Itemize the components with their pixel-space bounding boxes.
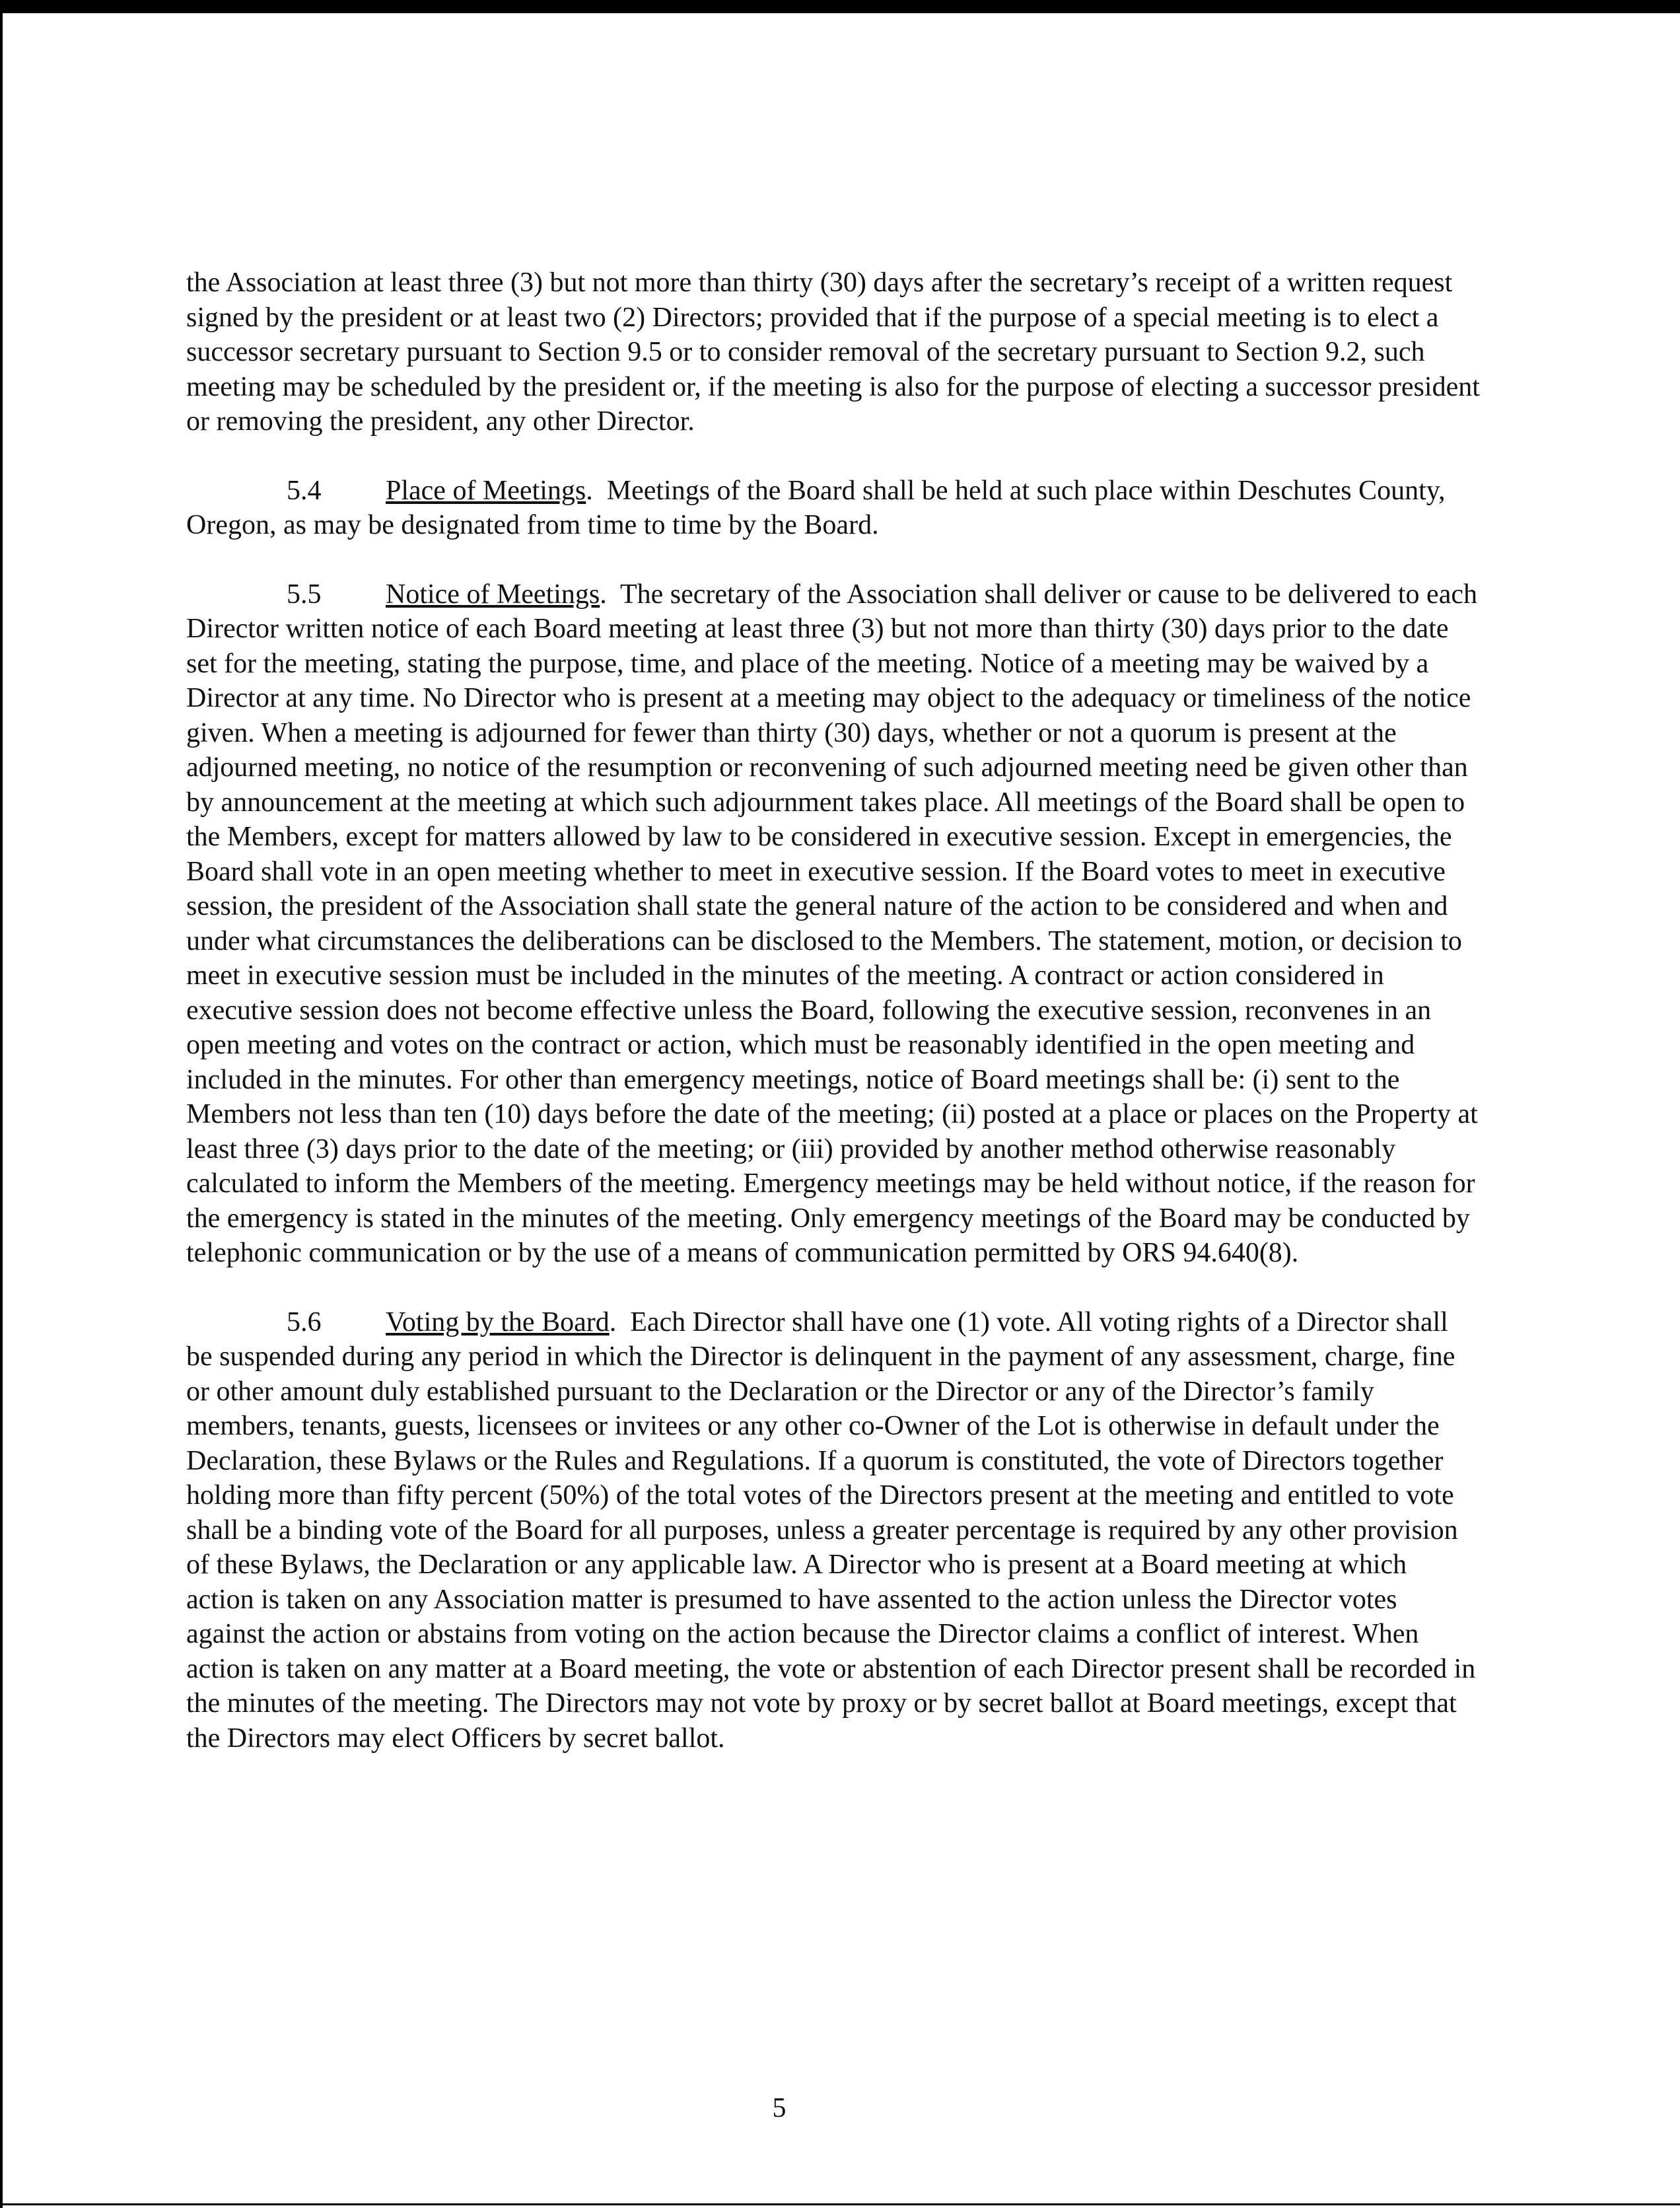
scan-bottom-border [0,2203,1680,2205]
section-heading: Place of Meetings [386,475,586,506]
intro-paragraph: the Association at least three (3) but not more than thirty (30) days after the secretary’s receipt of a written request signed by the president or at least two (2) Directors; provided that if the purpose of a special meeting is to elect a successor secretary pursuant to Section 9.5 or to consider removal of the secretary pursuant to Section 9.2, such meeting may be scheduled by the president or, if the meeting is also for the purpose of electing a successor president or removing the president, any other Director. [186,267,1480,437]
section-body: Meetings of the Board shall be held at such place within Deschutes County, Oregon, as may be designated from time to time by the Board. [186,475,1446,540]
section-5-4: 5.4 Place of Meetings. Meetings of the Board shall be held at such place within Deschutes County, Oregon, as may be designated from time to time by the Board. [186,474,1481,543]
section-number: 5.5 [287,579,322,610]
document-body [186,266,1481,1790]
section-number: 5.6 [287,1306,322,1337]
section-5-6: 5.6 Voting by the Board. Each Director shall have one (1) vote. All voting rights of a Director shall be suspended during any period in which the Director is delinquent in the payment of any assessment, charge, fine or other amount duly established pursuant to the Declaration or the Director or any of the Director’s family members, tenants, guests, licensees or invitees or any other co-Owner of the Lot is otherwise in default under the Declaration, these Bylaws or the Rules and Regulations. If a quorum is constituted, the vote of Directors together holding more than fifty percent (50%) of the total votes of the Directors present at the meeting and entitled to vote shall be a binding vote of the Board for all purposes, unless a greater percentage is required by any other provision of these Bylaws, the Declaration or any applicable law. A Director who is present at a Board meeting at which action is taken on any Association matter is presumed to have assented to the action unless the Director votes against the action or abstains from voting on the action because the Director claims a conflict of interest. When action is taken on any matter at a Board meeting, the vote or abstention of each Director present shall be recorded in the minutes of the meeting. The Directors may not vote by proxy or by secret ballot at Board meetings, except that the Directors may elect Officers by secret ballot. [186,1305,1481,1756]
page-number: 5 [772,2093,787,2123]
section-heading: Notice of Meetings [386,579,600,610]
section-number: 5.4 [287,475,322,506]
scan-left-border [0,13,3,2208]
section-body: Each Director shall have one (1) vote. All voting rights of a Director shall be suspended during any period in which the Director is delinquent in the payment of any assessment, charge, fine or other amount duly established pursuant to the Declaration or the Director or any of the Director’s family members, tenants, guests, licensees or invitees or any other co-Owner of the Lot is otherwise in default under the Declaration, these Bylaws or the Rules and Regulations. If a quorum is constituted, the vote of Directors together holding more than fifty percent (50%) of the total votes of the Directors present at the meeting and entitled to vote shall be a binding vote of the Board for all purposes, unless a greater percentage is required by any other provision of these Bylaws, the Declaration or any applicable law. A Director who is present at a Board meeting at which action is taken on any Association matter is presumed to have assented to the action unless the Director votes against the action or abstains from voting on the action because the Director claims a conflict of interest. When action is taken on any matter at a Board meeting, the vote or abstention of each Director present shall be recorded in the minutes of the meeting. The Directors may not vote by proxy or by secret ballot at Board meetings, except that the Directors may elect Officers by secret ballot. [186,1306,1476,1754]
section-5-5: 5.5 Notice of Meetings. The secretary of the Association shall deliver or cause to be delivered to each Director written notice of each Board meeting at least three (3) but not more than thirty (30) days prior to the date set for the meeting, stating the purpose, time, and place of the meeting. Notice of a meeting may be waived by a Director at any time. No Director who is present at a meeting may object to the adequacy or timeliness of the notice given. When a meeting is adjourned for fewer than thirty (30) days, whether or not a quorum is present at the adjourned meeting, no notice of the resumption or reconvening of such adjourned meeting need be given other than by announcement at the meeting at which such adjournment takes place. All meetings of the Board shall be open to the Members, except for matters allowed by law to be considered in executive session. Except in emergencies, the Board shall vote in an open meeting whether to meet in executive session. If the Board votes to meet in executive session, the president of the Association shall state the general nature of the action to be considered and when and under what circumstances the deliberations can be disclosed to the Members. The statement, motion, or decision to meet in executive session must be included in the minutes of the meeting. A contract or action considered in executive session does not become effective unless the Board, following the executive session, reconvenes in an open meeting and votes on the contract or action, which must be reasonably identified in the open meeting and included in the minutes. For other than emergency meetings, notice of Board meetings shall be: (i) sent to the Members not less than ten (10) days before the date of the meeting; (ii) posted at a place or places on the Property at least three (3) days prior to the date of the meeting; or (iii) provided by another method otherwise reasonably calculated to inform the Members of the meeting. Emergency meetings may be held without notice, if the reason for the emergency is stated in the minutes of the meeting. Only emergency meetings of the Board may be conducted by telephonic communication or by the use of a means of communication permitted by ORS 94.640(8). [186,577,1481,1271]
scan-top-border [0,0,1680,13]
section-body: The secretary of the Association shall deliver or cause to be delivered to each Director written notice of each Board meeting at least three (3) but not more than thirty (30) days prior to the date set for the meeting, stating the purpose, time, and place of the meeting. Notice of a meeting may be waived by a Director at any time. No Director who is present at a meeting may object to the adequacy or timeliness of the notice given. When a meeting is adjourned for fewer than thirty (30) days, whether or not a quorum is present at the adjourned meeting, no notice of the resumption or reconvening of such adjourned meeting need be given other than by announcement at the meeting at which such adjournment takes place. All meetings of the Board shall be open to the Members, except for matters allowed by law to be considered in executive session. Except in emergencies, the Board shall vote in an open meeting whether to meet in executive session. If the Board votes to meet in executive session, the president of the Association shall state the general nature of the action to be considered and when and under what circumstances the deliberations can be disclosed to the Members. The statement, motion, or decision to meet in executive session must be included in the minutes of the meeting. A contract or action considered in executive session does not become effective unless the Board, following the executive session, reconvenes in an open meeting and votes on the contract or action, which must be reasonably identified in the open meeting and included in the minutes. For other than emergency meetings, notice of Board meetings shall be: (i) sent to the Members not less than ten (10) days before the date of the meeting; (ii) posted at a place or places on the Property at least three (3) days prior to the date of the meeting; or (iii) provided by another method otherwise reasonably calculated to inform the Members of the meeting. Emergency meetings may be held without notice, if the reason for the emergency is stated in the minutes of the meeting. Only emergency meetings of the Board may be conducted by telephonic communication or by the use of a means of communication permitted by ORS 94.640(8). [186,579,1478,1268]
section-heading: Voting by the Board [386,1306,610,1337]
